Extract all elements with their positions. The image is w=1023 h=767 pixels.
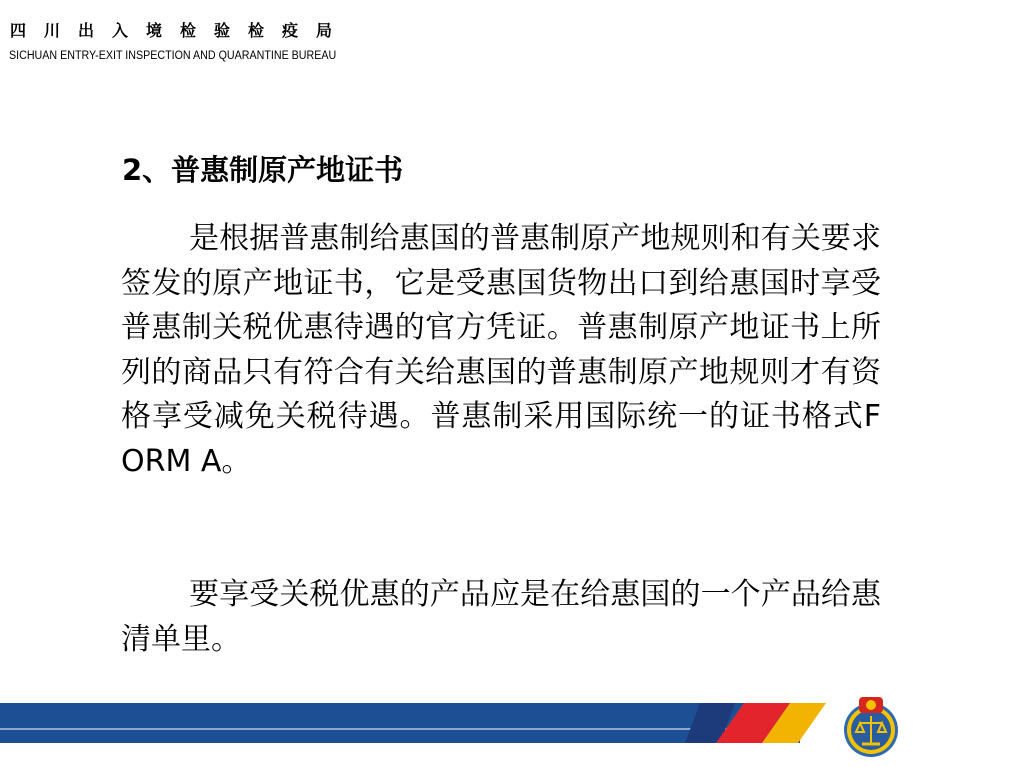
organization-name-chinese: 四川出入境检验检疫局 xyxy=(10,21,351,40)
organization-name-english: SICHUAN ENTRY-EXIT INSPECTION AND QUARANTINE BUREAU xyxy=(9,50,337,62)
slide-title: 2、普惠制原产地证书 xyxy=(122,153,404,187)
band-thin-white-line xyxy=(0,728,740,730)
paragraph-preference-list-text: 要享受关税优惠的产品应是在给惠国的一个产品给惠清单里。 xyxy=(121,577,881,657)
paragraph-definition-text: 是根据普惠制给惠国的普惠制原产地规则和有关要求签发的原产地证书，它是受惠国货物出口到给惠国时享受普惠制关税优惠待遇的官方凭证。普惠制原产地证书上所列的商品只有符合有关给惠国的普惠制原产地规则才有资格享受减免关税待遇。普惠制采用国际统一的证书格式FORM A。 xyxy=(121,221,881,479)
paragraph-definition xyxy=(121,217,881,484)
paragraph-preference-list xyxy=(121,573,881,662)
customs-inspection-emblem-icon xyxy=(840,694,902,760)
band-blue-stripe xyxy=(0,703,800,743)
